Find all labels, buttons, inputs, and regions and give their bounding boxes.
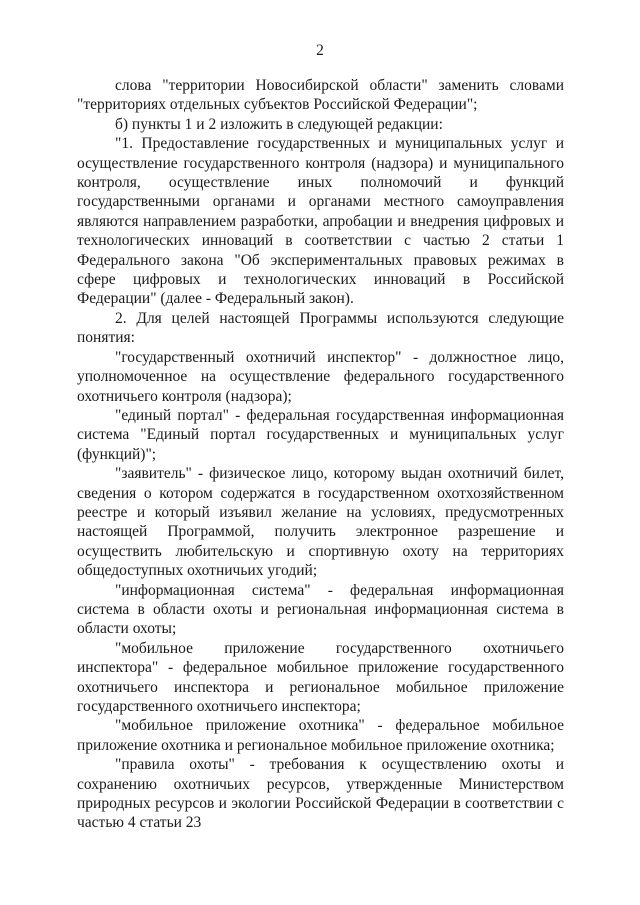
page-number: 2 [316, 42, 324, 59]
paragraph-item-2: 2. Для целей настоящей Программы используются следующие понятия: [77, 309, 564, 347]
definition-unified-portal: "единый портал" - федеральная государственная информационная система "Единый портал государственных и муниципальных услуг (функций)"; [77, 406, 564, 463]
definition-hunter-mobile-app: "мобильное приложение охотника" - федеральное мобильное приложение охотника и региональное мобильное приложение охотника; [77, 717, 564, 754]
paragraph-subitem-b: б) пункты 1 и 2 изложить в следующей редакции: [115, 115, 443, 133]
paragraph-item-1: "1. Предоставление государственных и муниципальных услуг и осуществление государственного контроля (надзора) и муниципального контроля, осуществление иных полномочий и функций государственными органами и органами местного самоуправления являются направлением разработки, апробации и внедрения цифровых и технологических инноваций в соответствии с частью 2 статьи 1 Федерального закона "Об экспериментальных правовых режимах в сфере цифровых и технологических инноваций в Российской Федерации" (далее - Федеральный закон). [77, 135, 564, 308]
paragraph-amendment-words: слова "территории Новосибирской области" заменить словами "территориях отдельных субъектов Российской Федерации"; [77, 77, 564, 114]
definition-hunting-inspector: "государственный охотничий инспектор" - должностное лицо, уполномоченное на осуществление федерального государственного охотничьего контроля (надзора); [77, 348, 564, 405]
definition-hunting-rules: "правила охоты" - требования к осуществлению охоты и сохранению охотничьих ресурсов, утвержденные Министерством природных ресурсов и экологии Российской Федерации в соответствии с частью 4 статьи 23 [77, 756, 564, 832]
definition-applicant: "заявитель" - физическое лицо, которому выдан охотничий билет, сведения о котором содержатся в государственном охотхозяйственном реестре и который изъявил желание на условиях, предусмотренных настоящей Программой, получить электронное разрешение и осуществить любительскую и спортивную охоту на территориях общедоступных охотничьих угодий; [77, 465, 564, 580]
definition-information-system: "информационная система" - федеральная информационная система в области охоты и региональная информационная система в области охоты; [77, 581, 564, 638]
definition-inspector-mobile-app: "мобильное приложение государственного охотничьего инспектора" - федеральное мобильное приложение государственного охотничьего инспектора и региональное мобильное приложение государственного охотничьего инспектора; [77, 639, 564, 715]
document-body [77, 76, 564, 833]
